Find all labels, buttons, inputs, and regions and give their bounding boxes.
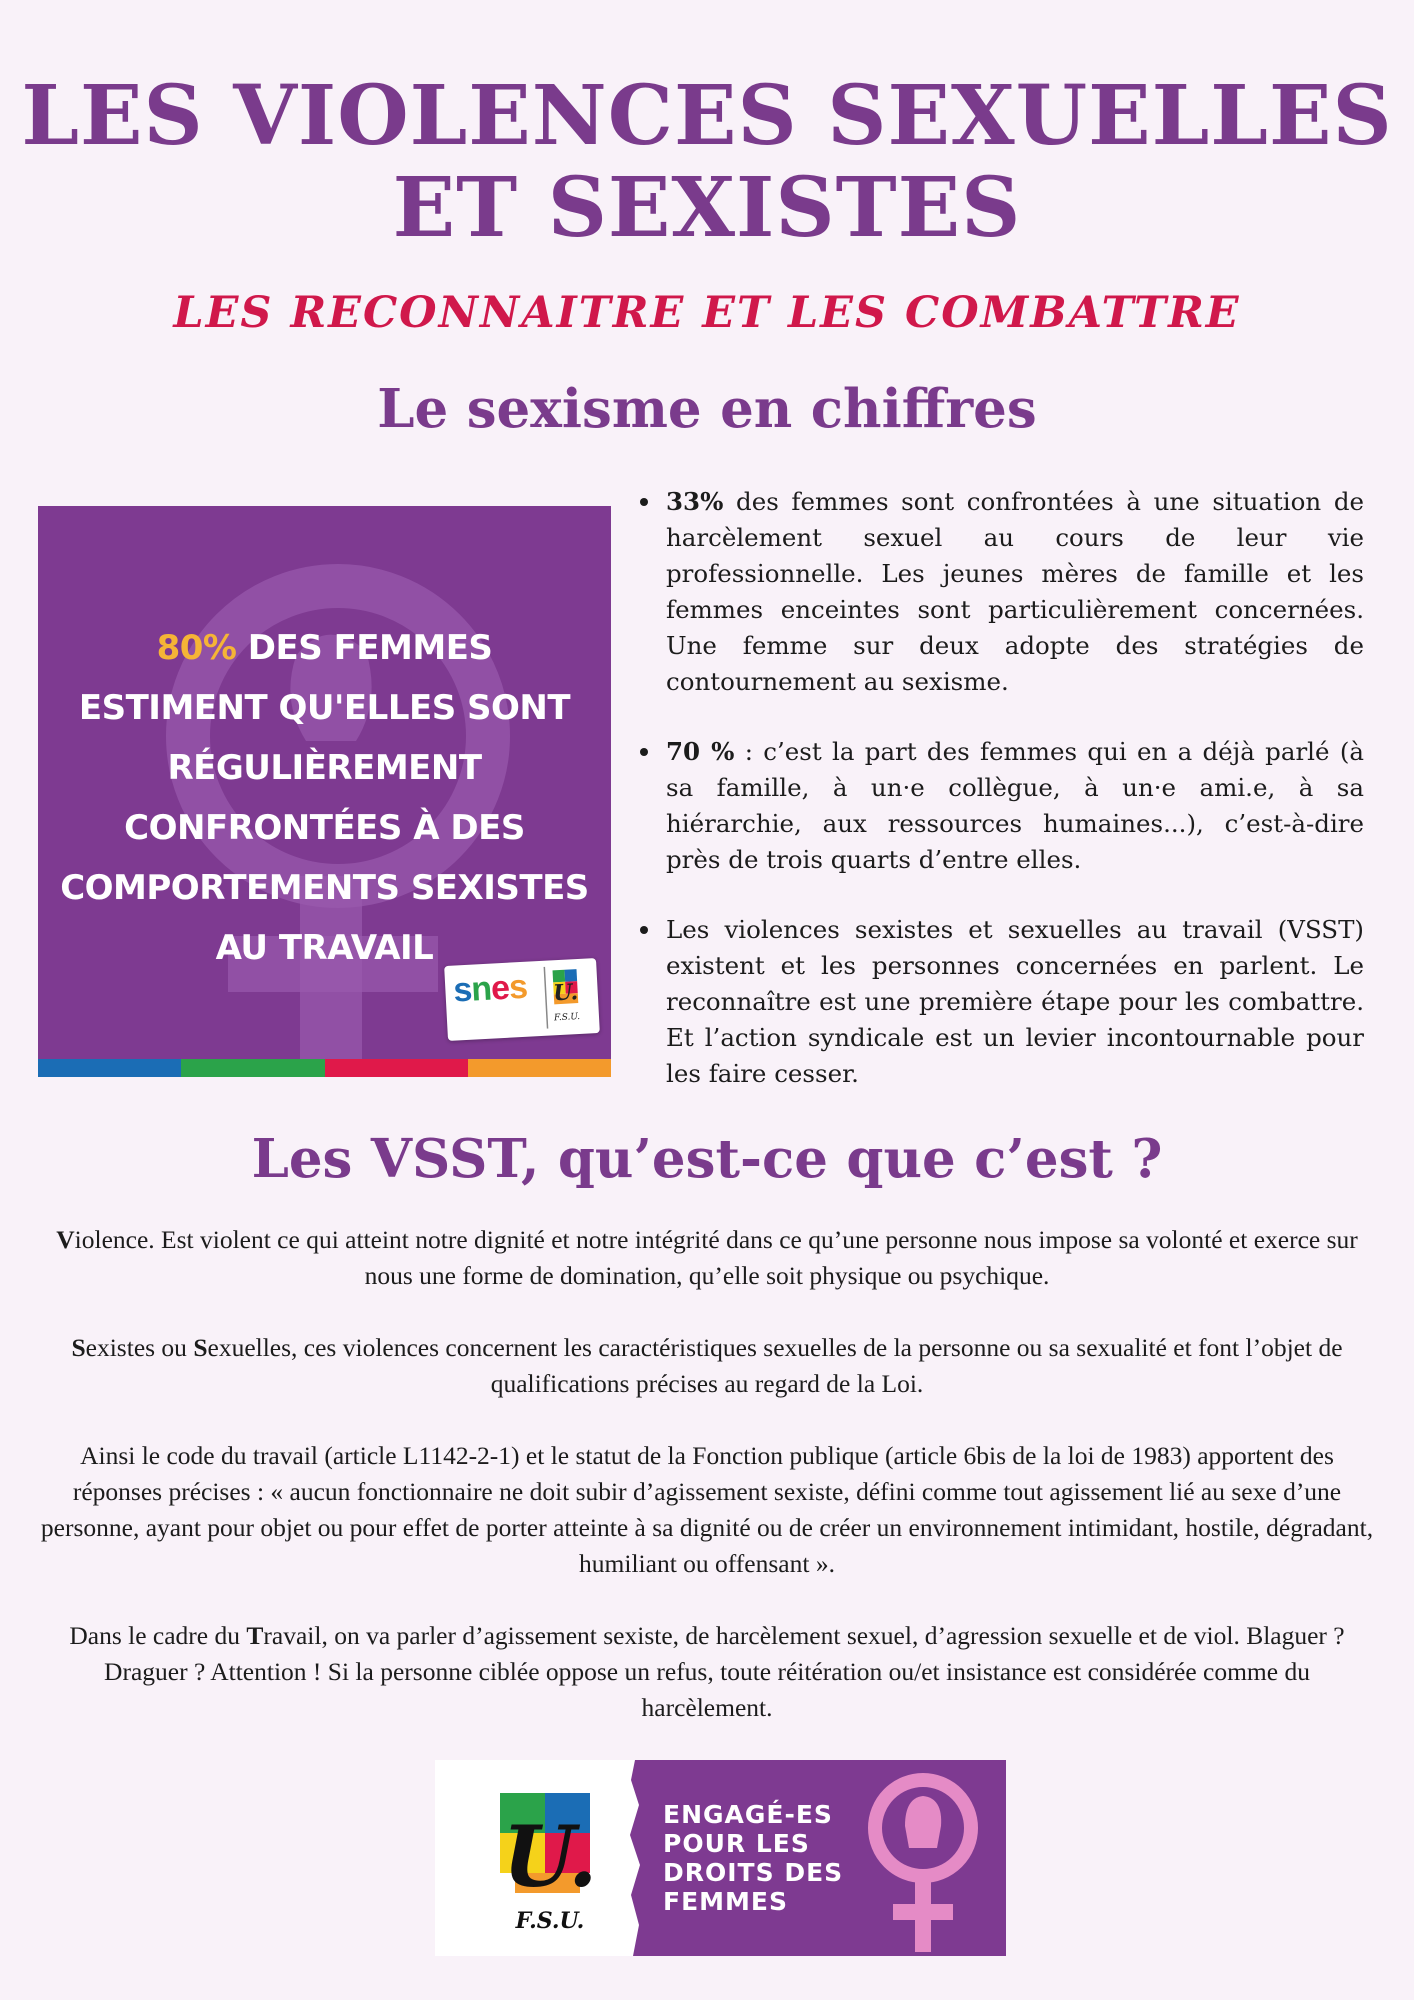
definition-violence: Violence. Est violent ce qui atteint notre dignité et notre intégrité dans ce qu’une personne nous impose sa volonté et exerce sur nous une forme de domination, qu’elle soit physique ou psychique. — [56, 1225, 1358, 1290]
title-line-1: LES VIOLENCES SEXUELLES — [21, 68, 1393, 164]
svg-text:F.S.U.: F.S.U. — [553, 1011, 581, 1024]
svg-text:U.: U. — [552, 979, 579, 1007]
section-heading-vsst: Les VSST, qu’est-ce que c’est ? — [251, 1128, 1163, 1190]
stat-item-1: 33% des femmes sont confrontées à une situation de harcèlement sexuel au cours de leur vie professionnelle. Les jeunes mères de famille et les femmes enceintes sont particulièrement concernées. Une femme sur deux adopte des stratégies de contournement au sexisme. — [628, 484, 1364, 700]
promo-text: DES FEMMES ESTIMENT QU'ELLES SONT RÉGULIÈREMENT CONFRONTÉES À DES COMPORTEMENTS SEXISTES AU TRAVAIL — [60, 628, 589, 968]
section-heading-chiffres: Le sexisme en chiffres — [377, 378, 1037, 440]
venus-fist-icon — [853, 1766, 993, 1956]
definition-legal: Ainsi le code du travail (article L1142-2-1) et le statut de la Fonction publique (article 6bis de la loi de 1983) apportent des réponses précises : « aucun fonctionnaire ne doit subir d’agissement sexiste, défini comme tout agissement lié au sexe d’une personne, ayant pour objet ou pour effet de porter atteinte à sa dignité ou de créer un environnement intimidant, hostile, dégradant, humiliant ou offensant ». — [40, 1441, 1374, 1578]
promo-highlight: 80% — [156, 628, 237, 668]
stat-item-2: 70 % : c’est la part des femmes qui en a déjà parlé (à sa famille, à un·e collègue, à un·e ami.e, à sa hiérarchie, aux ressources humaines...), c’est-à-dire près de trois quarts d’entre elles. — [628, 734, 1364, 878]
svg-text:U.: U. — [502, 1807, 598, 1906]
definitions-text — [40, 1222, 1374, 1762]
promo-card — [38, 506, 611, 1077]
promo-statement — [58, 618, 591, 978]
title-line-2: ET SEXISTES — [392, 160, 1022, 256]
stats-list — [628, 484, 1364, 1126]
snes-fsu-logo — [444, 958, 600, 1041]
banner-slogan: ENGAGÉ-ES POUR LES DROITS DES FEMMES — [663, 1800, 844, 1916]
stat-item-3: Les violences sexistes et sexuelles au travail (VSST) existent et les personnes concernées en parlent. Le reconnaître est une première étape pour les combattre. Et l’action syndicale est un levier incontournable pour les faire cesser. — [628, 912, 1364, 1092]
definition-travail: Dans le cadre du Travail, on va parler d’agissement sexiste, de harcèlement sexuel, d’agression sexuelle et de viol. Blaguer ? Draguer ? Attention ! Si la personne ciblée oppose un refus, toute réitération ou/et insistance est considérée comme du harcèlement. — [69, 1621, 1345, 1722]
fsu-mini-icon — [542, 964, 591, 1028]
definition-sexistes: Sexistes ou Sexuelles, ces violences concernent les caractéristiques sexuelles de la personne ou sa sexualité et font l’objet de qualifications précises au regard de la Loi. — [71, 1333, 1343, 1398]
page-subtitle: LES RECONNAITRE ET LES COMBATTRE — [173, 288, 1241, 338]
page-title — [0, 70, 1414, 254]
snes-logo-text: snes — [452, 967, 528, 1010]
svg-text:F.S.U.: F.S.U. — [515, 1908, 585, 1934]
fsu-banner — [435, 1760, 1006, 1956]
color-strip — [38, 1059, 611, 1077]
fsu-logo-icon — [495, 1788, 605, 1938]
